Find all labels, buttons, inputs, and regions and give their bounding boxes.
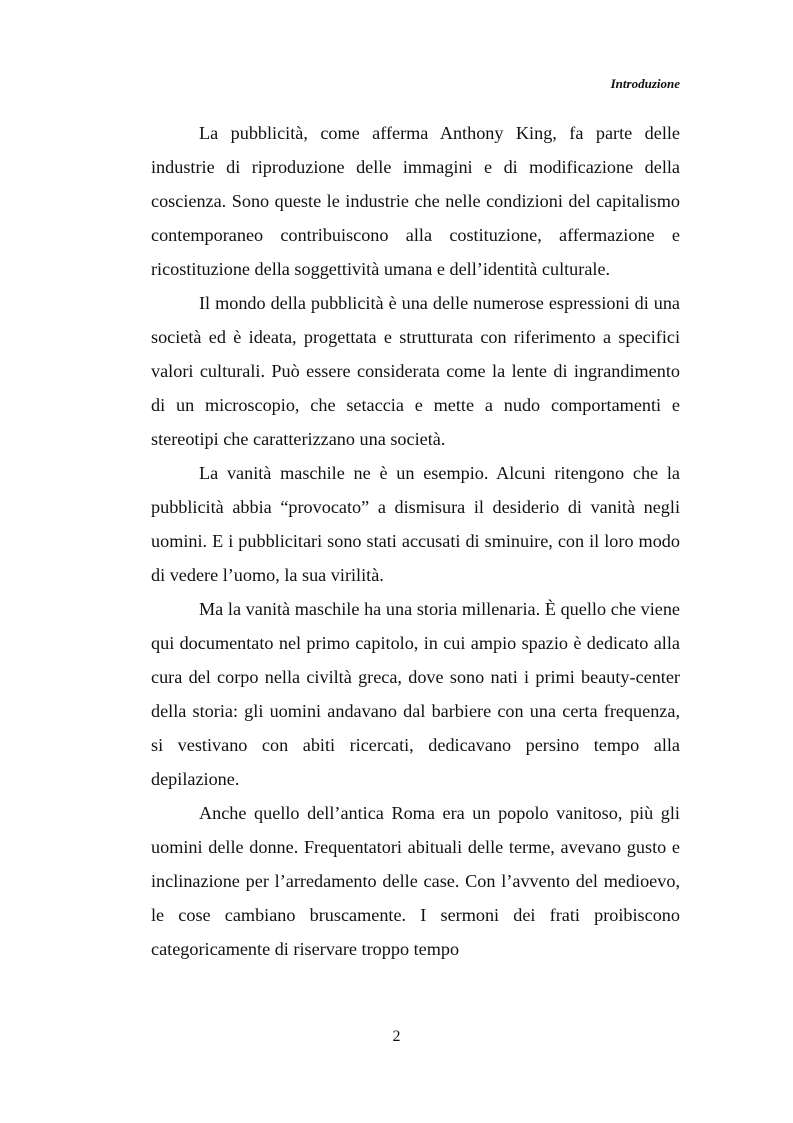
body-text	[151, 116, 680, 966]
paragraph: Anche quello dell’antica Roma era un popolo vanitoso, più gli uomini delle donne. Frequentatori abituali delle terme, avevano gusto e inclinazione per l’arredamento delle case. Con l’avvento del medioevo, le cose cambiano bruscamente. I sermoni dei frati proibiscono categoricamente di riservare troppo tempo	[151, 803, 680, 959]
paragraph: Il mondo della pubblicità è una delle numerose espressioni di una società ed è ideata, progettata e strutturata con riferimento a specifici valori culturali. Può essere considerata come la lente di ingrandimento di un microscopio, che setaccia e mette a nudo comportamenti e stereotipi che caratterizzano una società.	[151, 293, 680, 449]
running-header: Introduzione	[610, 76, 680, 91]
paragraph: La vanità maschile ne è un esempio. Alcuni ritengono che la pubblicità abbia “provocato” a dismisura il desiderio di vanità negli uomini. E i pubblicitari sono stati accusati di sminuire, con il loro modo di vedere l’uomo, la sua virilità.	[151, 463, 680, 585]
paragraph: Ma la vanità maschile ha una storia millenaria. È quello che viene qui documentato nel primo capitolo, in cui ampio spazio è dedicato alla cura del corpo nella civiltà greca, dove sono nati i primi beauty-center della storia: gli uomini andavano dal barbiere con una certa frequenza, si vestivano con abiti ricercati, dedicavano persino tempo alla depilazione.	[151, 599, 680, 789]
paragraph: La pubblicità, come afferma Anthony King, fa parte delle industrie di riproduzione delle immagini e di modificazione della coscienza. Sono queste le industrie che nelle condizioni del capitalismo contemporaneo contribuiscono alla costituzione, affermazione e ricostituzione della soggettività umana e dell’identità culturale.	[151, 123, 680, 279]
page-number: 2	[392, 1028, 401, 1045]
